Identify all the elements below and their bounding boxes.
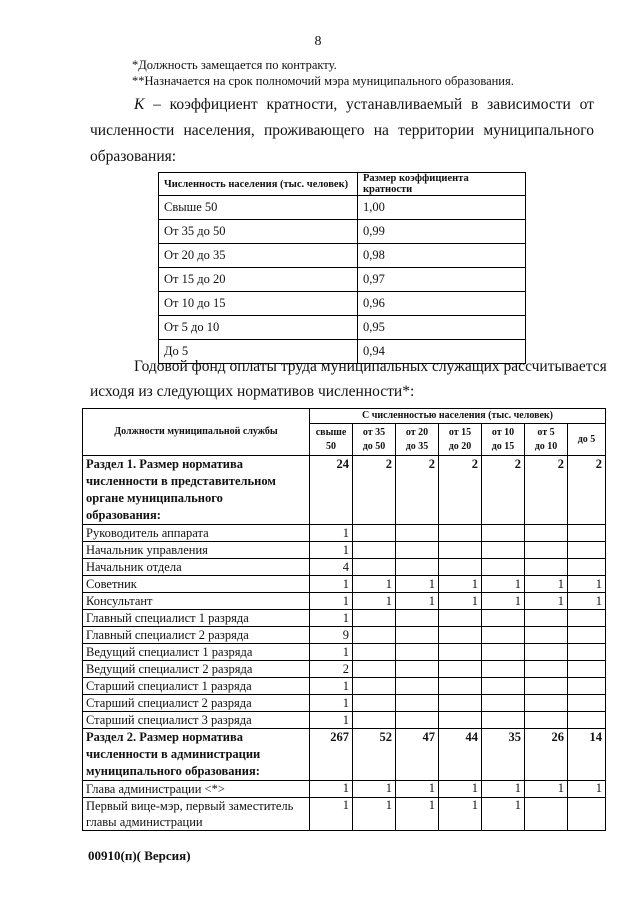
position-name: Ведущий специалист 1 разряда: [83, 644, 310, 661]
column-header-line: от 5: [537, 426, 555, 438]
column-header-line: до 20: [448, 440, 472, 452]
norm-value: [396, 695, 439, 712]
norm-value: 1: [439, 593, 482, 610]
norm-value: 1: [310, 542, 353, 559]
norm-value: [482, 678, 525, 695]
norm-value: 1: [482, 798, 525, 831]
norm-value: [439, 678, 482, 695]
norm-value: 1: [568, 593, 606, 610]
coefficient-value: 0,98: [358, 244, 526, 268]
norm-value: [353, 712, 396, 729]
table-row: [159, 268, 526, 292]
population-column-header: Численность населения (тыс. человек): [159, 173, 358, 196]
staffing-norms-table: [82, 408, 606, 831]
norm-value: [396, 627, 439, 644]
norm-value: 1: [482, 781, 525, 798]
norm-value: 1: [353, 781, 396, 798]
norm-value: [353, 610, 396, 627]
norm-value: 47: [396, 729, 439, 781]
coefficient-value: 1,00: [358, 196, 526, 220]
norm-value: 1: [310, 678, 353, 695]
norm-value: [353, 678, 396, 695]
norm-value: 24: [310, 456, 353, 525]
norm-value: [568, 559, 606, 576]
norm-value: [525, 661, 568, 678]
table-header-row: [159, 173, 526, 196]
norm-value: 1: [310, 712, 353, 729]
norm-value: 14: [568, 729, 606, 781]
norm-value: [482, 559, 525, 576]
norm-value: [568, 712, 606, 729]
section-title-line: муниципального образования:: [86, 764, 260, 778]
norm-value: [482, 542, 525, 559]
norm-value: [439, 610, 482, 627]
column-header-line: свыше: [315, 426, 347, 438]
norm-value: [439, 661, 482, 678]
norm-value: [396, 559, 439, 576]
norm-value: [439, 525, 482, 542]
section-title: [83, 729, 310, 781]
section-title-line: Раздел 1. Размер норматива: [86, 457, 243, 471]
norm-value: [525, 712, 568, 729]
norm-value: 52: [353, 729, 396, 781]
norm-value: 1: [310, 781, 353, 798]
population-range: От 15 до 20: [159, 268, 358, 292]
norm-value: 2: [396, 456, 439, 525]
norm-value: [396, 661, 439, 678]
norm-value: [525, 678, 568, 695]
norm-value: [396, 644, 439, 661]
table-row: [83, 610, 606, 627]
table-row: [159, 316, 526, 340]
position-name: Начальник отдела: [83, 559, 310, 576]
norm-value: 1: [310, 610, 353, 627]
document-code: 00910(п)( Версия): [88, 848, 191, 863]
norm-value: 2: [525, 456, 568, 525]
norm-value: [568, 678, 606, 695]
norm-value: 1: [310, 798, 353, 831]
norm-value: [568, 661, 606, 678]
population-range: От 20 до 35: [159, 244, 358, 268]
norm-value: [568, 695, 606, 712]
norm-value: [353, 525, 396, 542]
section-title: [83, 456, 310, 525]
table-row: [83, 576, 606, 593]
norm-value: [482, 627, 525, 644]
table-row: [159, 292, 526, 316]
word: от: [579, 96, 594, 113]
norm-value: 1: [525, 576, 568, 593]
norm-value: [568, 798, 606, 831]
column-header-line: до 5: [577, 433, 596, 445]
word: зависимости: [487, 96, 571, 113]
norm-value: [525, 695, 568, 712]
section-1-row: [83, 456, 606, 525]
population-range: Свыше 50: [159, 196, 358, 220]
norm-value: 2: [568, 456, 606, 525]
coefficient-column-header: Размер коэффициента кратности: [358, 173, 526, 196]
coefficient-paragraph-line-2: [90, 122, 594, 140]
norm-value: 35: [482, 729, 525, 781]
norm-value: 1: [396, 781, 439, 798]
norm-value: [439, 627, 482, 644]
norm-value: 1: [353, 576, 396, 593]
norm-value: [439, 695, 482, 712]
table-row: [159, 196, 526, 220]
norm-value: [396, 525, 439, 542]
norm-value: 1: [525, 593, 568, 610]
table-row: [83, 559, 606, 576]
coefficient-table: [158, 172, 526, 364]
norm-value: 1: [353, 798, 396, 831]
norm-value: 1: [310, 525, 353, 542]
position-name: Главный специалист 1 разряда: [83, 610, 310, 627]
position-column-header: Должности муниципальной службы: [83, 409, 310, 456]
footnote-term: **Назначается на срок полномочий мэра муниципального образования.: [132, 74, 514, 88]
table-row: [83, 542, 606, 559]
coefficient-value: 0,99: [358, 220, 526, 244]
norm-value: 2: [310, 661, 353, 678]
norm-value: [525, 559, 568, 576]
word: на: [373, 122, 389, 139]
position-name: Ведущий специалист 2 разряда: [83, 661, 310, 678]
norm-value: 1: [310, 576, 353, 593]
word: муниципального: [483, 122, 594, 139]
word: коэффициент: [169, 96, 258, 113]
column-header-line: от 10: [491, 426, 515, 438]
norm-value: 9: [310, 627, 353, 644]
position-name: Старший специалист 3 разряда: [83, 712, 310, 729]
column-header-line: от 15: [448, 426, 472, 438]
word: устанавливаемый: [346, 96, 463, 113]
table-row: [83, 781, 606, 798]
norm-value: [568, 525, 606, 542]
norm-value: [353, 644, 396, 661]
norm-value: 1: [439, 781, 482, 798]
norm-value: [482, 610, 525, 627]
word: численности: [90, 122, 175, 139]
norm-value: [396, 610, 439, 627]
column-header: [482, 424, 525, 456]
norm-value: [482, 644, 525, 661]
column-header-line: до 50: [362, 440, 386, 452]
norm-value: [396, 712, 439, 729]
column-header: [568, 424, 606, 456]
position-name: Советник: [83, 576, 310, 593]
column-header-line: до 15: [491, 440, 515, 452]
norm-value: 44: [439, 729, 482, 781]
column-header: [353, 424, 396, 456]
k-symbol: К: [134, 96, 145, 113]
table-row: [83, 627, 606, 644]
norm-value: 1: [396, 593, 439, 610]
norm-value: [396, 542, 439, 559]
coefficient-value: 0,94: [358, 340, 526, 364]
table-row: [159, 220, 526, 244]
table-row: [83, 525, 606, 542]
norm-value: [353, 661, 396, 678]
column-header: [396, 424, 439, 456]
section-title-line: органе муниципального: [86, 491, 223, 505]
norm-value: [396, 678, 439, 695]
norm-value: 1: [310, 593, 353, 610]
table-row: [83, 644, 606, 661]
norm-value: 1: [439, 576, 482, 593]
fund-paragraph-line-1: Годовой фонд оплаты труда муниципальных служащих рассчитывается: [134, 358, 607, 375]
column-header: [439, 424, 482, 456]
position-name: Старший специалист 1 разряда: [83, 678, 310, 695]
column-header: [310, 424, 353, 456]
table-row: [83, 678, 606, 695]
norm-value: [568, 627, 606, 644]
population-group-header: С численностью населения (тыс. человек): [310, 409, 606, 424]
word: в: [471, 96, 479, 113]
norm-value: [439, 559, 482, 576]
norm-value: [439, 542, 482, 559]
table-row: [83, 695, 606, 712]
norm-value: [439, 712, 482, 729]
norm-value: 1: [568, 781, 606, 798]
column-header-line: 50: [326, 440, 336, 452]
norm-value: 2: [482, 456, 525, 525]
coefficient-paragraph-line-3: образования:: [90, 148, 177, 165]
norm-value: 1: [482, 576, 525, 593]
coefficient-value: 0,96: [358, 292, 526, 316]
word: территории: [398, 122, 475, 139]
norm-value: [353, 695, 396, 712]
norm-value: 1: [396, 576, 439, 593]
norm-value: 1: [310, 644, 353, 661]
norm-value: [482, 525, 525, 542]
table-row: [83, 661, 606, 678]
table-row: [83, 798, 606, 831]
population-range: От 10 до 15: [159, 292, 358, 316]
section-title-line: численности в администрации: [86, 747, 261, 761]
position-name-line: Глава администрации <*>: [86, 782, 225, 796]
norm-value: 1: [525, 781, 568, 798]
table-row: [83, 712, 606, 729]
norm-value: 1: [396, 798, 439, 831]
norm-value: 26: [525, 729, 568, 781]
position-name-line: Первый вице-мэр, первый заместитель: [86, 799, 294, 813]
table-header-row: [83, 409, 606, 424]
column-header-line: до 10: [534, 440, 558, 452]
fund-paragraph-line-2: исходя из следующих нормативов численности*:: [90, 383, 415, 400]
section-title-line: численности в представительном: [86, 474, 276, 488]
section-title-line: Раздел 2. Размер норматива: [86, 730, 243, 744]
norm-value: [525, 525, 568, 542]
population-range: От 5 до 10: [159, 316, 358, 340]
norm-value: [353, 627, 396, 644]
norm-value: 1: [310, 695, 353, 712]
position-name: Старший специалист 2 разряда: [83, 695, 310, 712]
word: кратности,: [266, 96, 338, 113]
norm-value: [525, 644, 568, 661]
population-range: До 5: [159, 340, 358, 364]
norm-value: [482, 695, 525, 712]
footnote-contract: *Должность замещается по контракту.: [132, 58, 337, 72]
norm-value: [482, 712, 525, 729]
position-name-line: главы администрации: [86, 815, 203, 829]
norm-value: [525, 610, 568, 627]
page-number: 8: [314, 34, 322, 49]
column-header: [525, 424, 568, 456]
coefficient-value: 0,95: [358, 316, 526, 340]
norm-value: [353, 559, 396, 576]
coefficient-value: 0,97: [358, 268, 526, 292]
word: –: [153, 96, 161, 113]
norm-value: [568, 644, 606, 661]
population-range: От 35 до 50: [159, 220, 358, 244]
position-name: [83, 781, 310, 798]
coefficient-paragraph-line-1: [134, 96, 594, 114]
norm-value: 4: [310, 559, 353, 576]
norm-value: [568, 542, 606, 559]
norm-value: [568, 610, 606, 627]
position-name: Начальник управления: [83, 542, 310, 559]
norm-value: 1: [353, 593, 396, 610]
norm-value: 2: [439, 456, 482, 525]
column-header-line: от 35: [362, 426, 386, 438]
word: проживающего: [263, 122, 365, 139]
word: населения,: [183, 122, 255, 139]
norm-value: [482, 661, 525, 678]
norm-value: 2: [353, 456, 396, 525]
norm-value: [525, 798, 568, 831]
norm-value: 1: [439, 798, 482, 831]
position-name: Консультант: [83, 593, 310, 610]
norm-value: [439, 644, 482, 661]
column-header-line: до 35: [405, 440, 429, 452]
column-header-line: от 20: [405, 426, 429, 438]
section-2-row: [83, 729, 606, 781]
position-name: Руководитель аппарата: [83, 525, 310, 542]
norm-value: [525, 542, 568, 559]
table-row: [159, 244, 526, 268]
norm-value: 267: [310, 729, 353, 781]
norm-value: [353, 542, 396, 559]
position-name: Главный специалист 2 разряда: [83, 627, 310, 644]
norm-value: [525, 627, 568, 644]
section-title-line: образования:: [86, 508, 161, 522]
staffing-table-body: [83, 456, 606, 831]
norm-value: 1: [568, 576, 606, 593]
norm-value: 1: [482, 593, 525, 610]
position-name: [83, 798, 310, 831]
table-row: [83, 593, 606, 610]
